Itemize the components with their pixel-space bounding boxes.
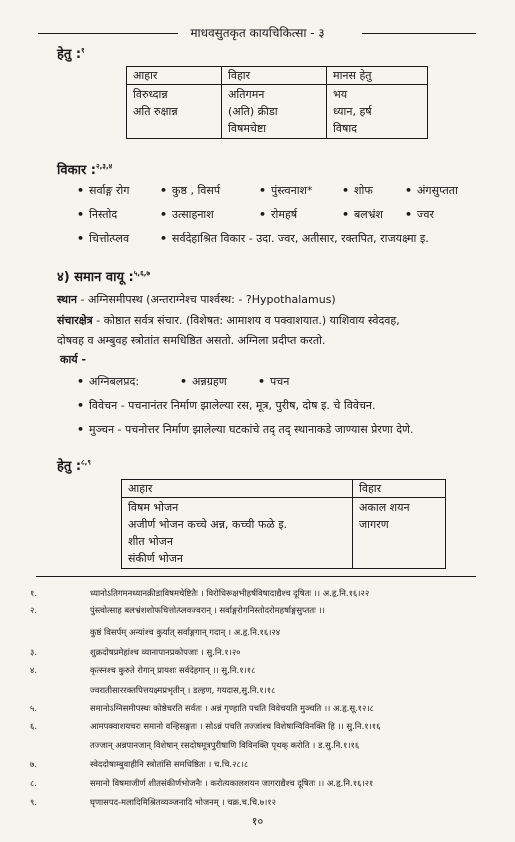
list-item: • शोफ: [342, 184, 373, 197]
header-rule-right: [362, 33, 476, 34]
vikar-heading: विकार :$^{२,३,४}$: [57, 162, 113, 178]
section-heading: ४) समान वायू :$^{५,६,७}$: [57, 269, 151, 285]
table-cell: भय ध्यान, हर्ष विषाद: [327, 85, 428, 139]
list-item: • अन्नग्रहण: [180, 375, 227, 388]
list-item: • रोमहर्ष: [259, 208, 298, 221]
list-item: • पुंस्त्वनाश*: [259, 184, 313, 197]
table-cell: विरुध्दान्न अति रुक्षान्न: [127, 85, 222, 139]
table-header: मानस हेतु: [327, 67, 428, 85]
table-cell: अकाल शयन जागरण: [353, 498, 446, 569]
hetu-sup: १: [81, 46, 85, 55]
list-item: • मुञ्चन - पचनोत्तर निर्माण झालेल्या घटकांचे तद् तद् स्थानाकडे जाण्यास प्रेरणा देणे.: [77, 423, 414, 436]
sanchar-line-2: दोषवह व अम्बुवह स्त्रोतांत समधिष्ठित असतो. अग्निला प्रदीप्त करतो.: [57, 334, 326, 347]
list-item: • सर्वाङ्ग रोग: [77, 184, 130, 197]
list-item: • ज्वर: [405, 208, 434, 221]
footnote-rule: [36, 576, 476, 577]
sanchar-line: संचारक्षेत्र - कोष्ठात सर्वत्र संचार. (विशेषत: आमाशय व पक्वाशयात.) याशिवाय स्वेदवह,: [57, 314, 400, 327]
list-item: • अंगसुप्तता: [405, 184, 458, 197]
list-item: • चित्तोत्प्लव: [77, 232, 130, 245]
table-header: विहार: [222, 67, 327, 85]
table-header: विहार: [353, 480, 446, 498]
karya-label: कार्य -: [60, 353, 87, 366]
list-item: • सर्वदेहाश्रित विकार - उदा. ज्वर, अतीसार, रक्तपित, राजयक्ष्मा इ.: [160, 232, 429, 245]
hetu-heading: [57, 44, 85, 62]
hetu-table-2: [121, 479, 446, 569]
page-number: १०: [251, 815, 264, 828]
hetu-table: [126, 66, 428, 139]
list-item: • बलभ्रंश: [342, 208, 383, 221]
table-header: आहार: [127, 67, 222, 85]
list-item: • निस्तोद: [77, 208, 118, 221]
table-header: आहार: [122, 480, 353, 498]
header-rule-left: [38, 33, 178, 34]
table-cell: अतिगमन (अति) क्रीडा विषमचेष्टा: [222, 85, 327, 139]
list-item: • पचन: [258, 375, 290, 388]
list-item: • उत्साहनाश: [160, 208, 214, 221]
hetu-heading-2: हेतु :$^{८,९}$: [57, 458, 91, 474]
list-item: • कुष्ठ , विसर्प: [160, 184, 221, 197]
hetu-label: हेतु :: [57, 47, 82, 62]
list-item: • विवेचन - पचनानंतर निर्माण झालेल्या रस, मूत्र, पुरीष, दोष इ. चे विवेचन.: [77, 399, 376, 412]
list-item: • अग्निबलप्रद:: [77, 375, 140, 388]
table-cell: विषम भोजन अजीर्ण भोजन कच्चे अन्न, कच्ची फळे इ. शीत भोजन संकीर्ण भोजन: [122, 498, 353, 569]
running-header: माधवसुतकृत कायचिकित्सा - ३: [190, 26, 325, 40]
sthan-line: स्थान - अग्निसमीपस्थ (अन्तराग्नेश्च पार्श्वस्थ: - ?Hypothalamus): [57, 293, 336, 306]
